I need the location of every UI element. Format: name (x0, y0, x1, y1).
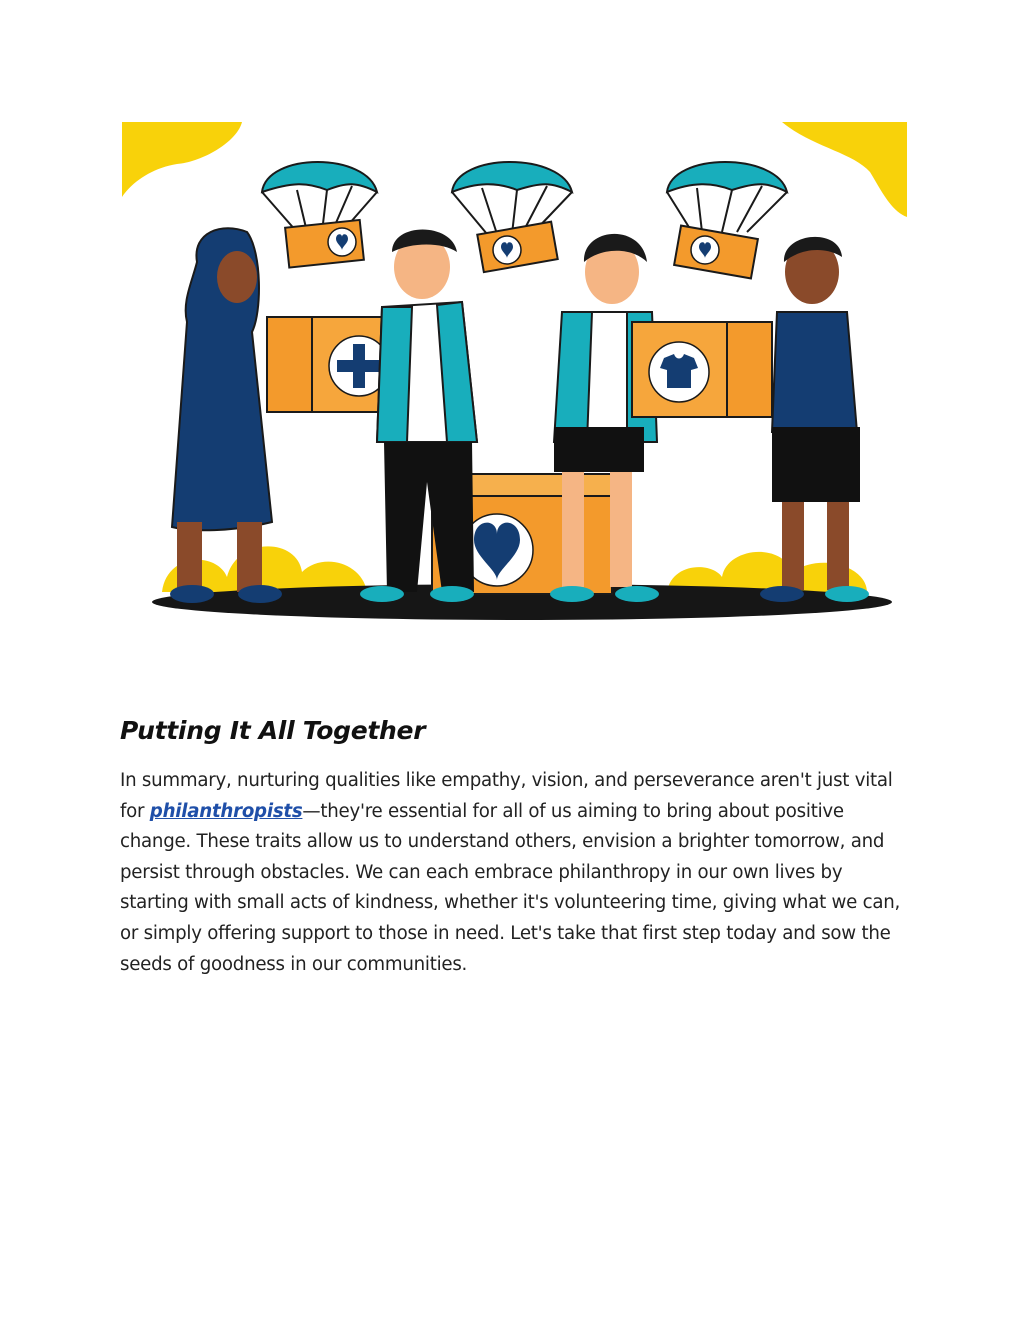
sun-shape-left (122, 122, 242, 197)
summary-paragraph (120, 766, 910, 980)
clothes-box (632, 322, 772, 417)
paragraph-text-start: In summary, nurturing qualities like empathy, vision, and perseverance aren't just vital for (120, 770, 893, 822)
section-heading: Putting It All Together (120, 716, 426, 745)
parachute-middle (452, 162, 572, 272)
parachute-right (667, 162, 787, 278)
volunteers-illustration (122, 122, 907, 632)
sun-shape-right (782, 122, 907, 217)
person-volunteer-male (360, 230, 477, 603)
person-man-right (760, 237, 869, 602)
parachute-left (262, 162, 377, 268)
philanthropists-link[interactable]: philanthropists (149, 800, 303, 822)
paragraph-text-end: —they're essential for all of us aiming to bring about positive change. These traits allow us to understand others, envision a brighter tomorrow, and persist through obstacles. We can each embrace philanthropy in our own lives by starting with small acts of kindness, whether it's volunteering time, giving what we can, or simply offering support to those in need. Let's take that first step today and sow the seeds of goodness in our communities. (120, 800, 901, 975)
